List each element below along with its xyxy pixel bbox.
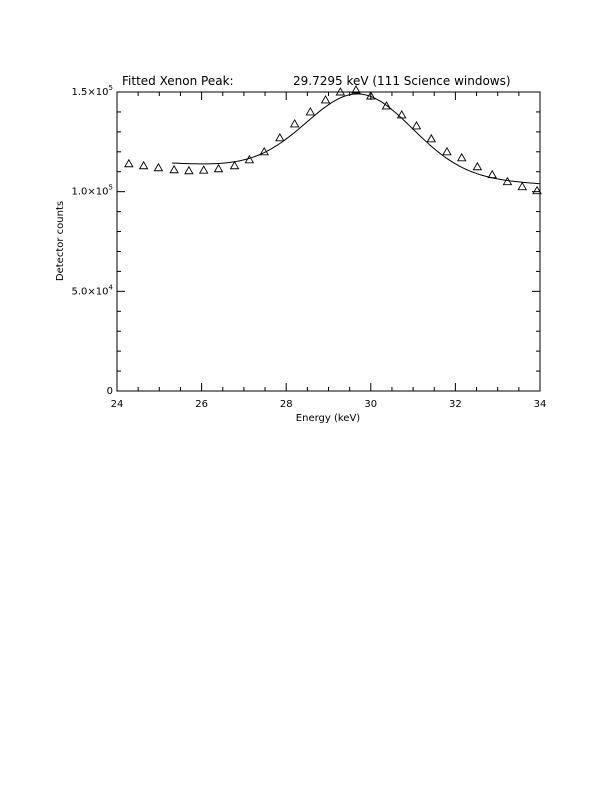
data-point <box>200 166 208 173</box>
y-axis-label: Detector counts <box>55 200 66 282</box>
data-point <box>185 167 193 174</box>
data-point <box>306 108 314 115</box>
data-point <box>154 164 162 171</box>
data-point <box>488 171 496 178</box>
chart-title-right: 29.7295 keV (111 Science windows) <box>293 74 511 88</box>
y-tick-mantissa: 0 <box>106 386 113 397</box>
data-point <box>125 160 133 167</box>
x-axis-label: Energy (keV) <box>295 413 361 424</box>
data-point <box>291 120 299 127</box>
x-tick-label: 24 <box>110 399 124 410</box>
data-point <box>276 134 284 141</box>
data-point <box>170 166 178 173</box>
chart-title-left: Fitted Xenon Peak: <box>122 74 234 88</box>
y-tick-label <box>72 283 114 297</box>
data-point <box>518 183 526 190</box>
data-point <box>412 122 420 129</box>
x-tick-label: 28 <box>279 399 293 410</box>
y-tick-label <box>107 386 113 397</box>
data-point <box>427 135 435 142</box>
y-tick-mantissa: 1.5×10 <box>71 87 109 98</box>
y-axis-ticks <box>72 84 540 397</box>
fit-curve <box>172 94 540 184</box>
y-tick-label <box>72 184 113 198</box>
data-point <box>443 148 451 155</box>
x-axis-ticks <box>108 92 547 410</box>
data-point <box>473 163 481 170</box>
y-tick-mantissa: 5.0×10 <box>71 286 109 298</box>
x-tick-label: 26 <box>195 399 208 410</box>
x-tick-label: 34 <box>533 399 547 410</box>
data-point <box>322 96 330 103</box>
data-point <box>398 111 406 118</box>
x-tick-label: 30 <box>364 399 378 410</box>
data-point <box>231 162 239 169</box>
plot-frame <box>117 92 540 391</box>
data-point <box>215 165 223 172</box>
y-tick-label <box>72 84 113 98</box>
y-tick-exponent: 5 <box>108 183 113 192</box>
y-tick-exponent: 5 <box>108 84 113 92</box>
y-tick-exponent: 4 <box>108 283 113 292</box>
y-tick-mantissa: 1.0×10 <box>71 186 109 198</box>
data-point <box>140 162 148 169</box>
x-tick-label: 32 <box>449 399 462 410</box>
data-point <box>458 154 466 161</box>
